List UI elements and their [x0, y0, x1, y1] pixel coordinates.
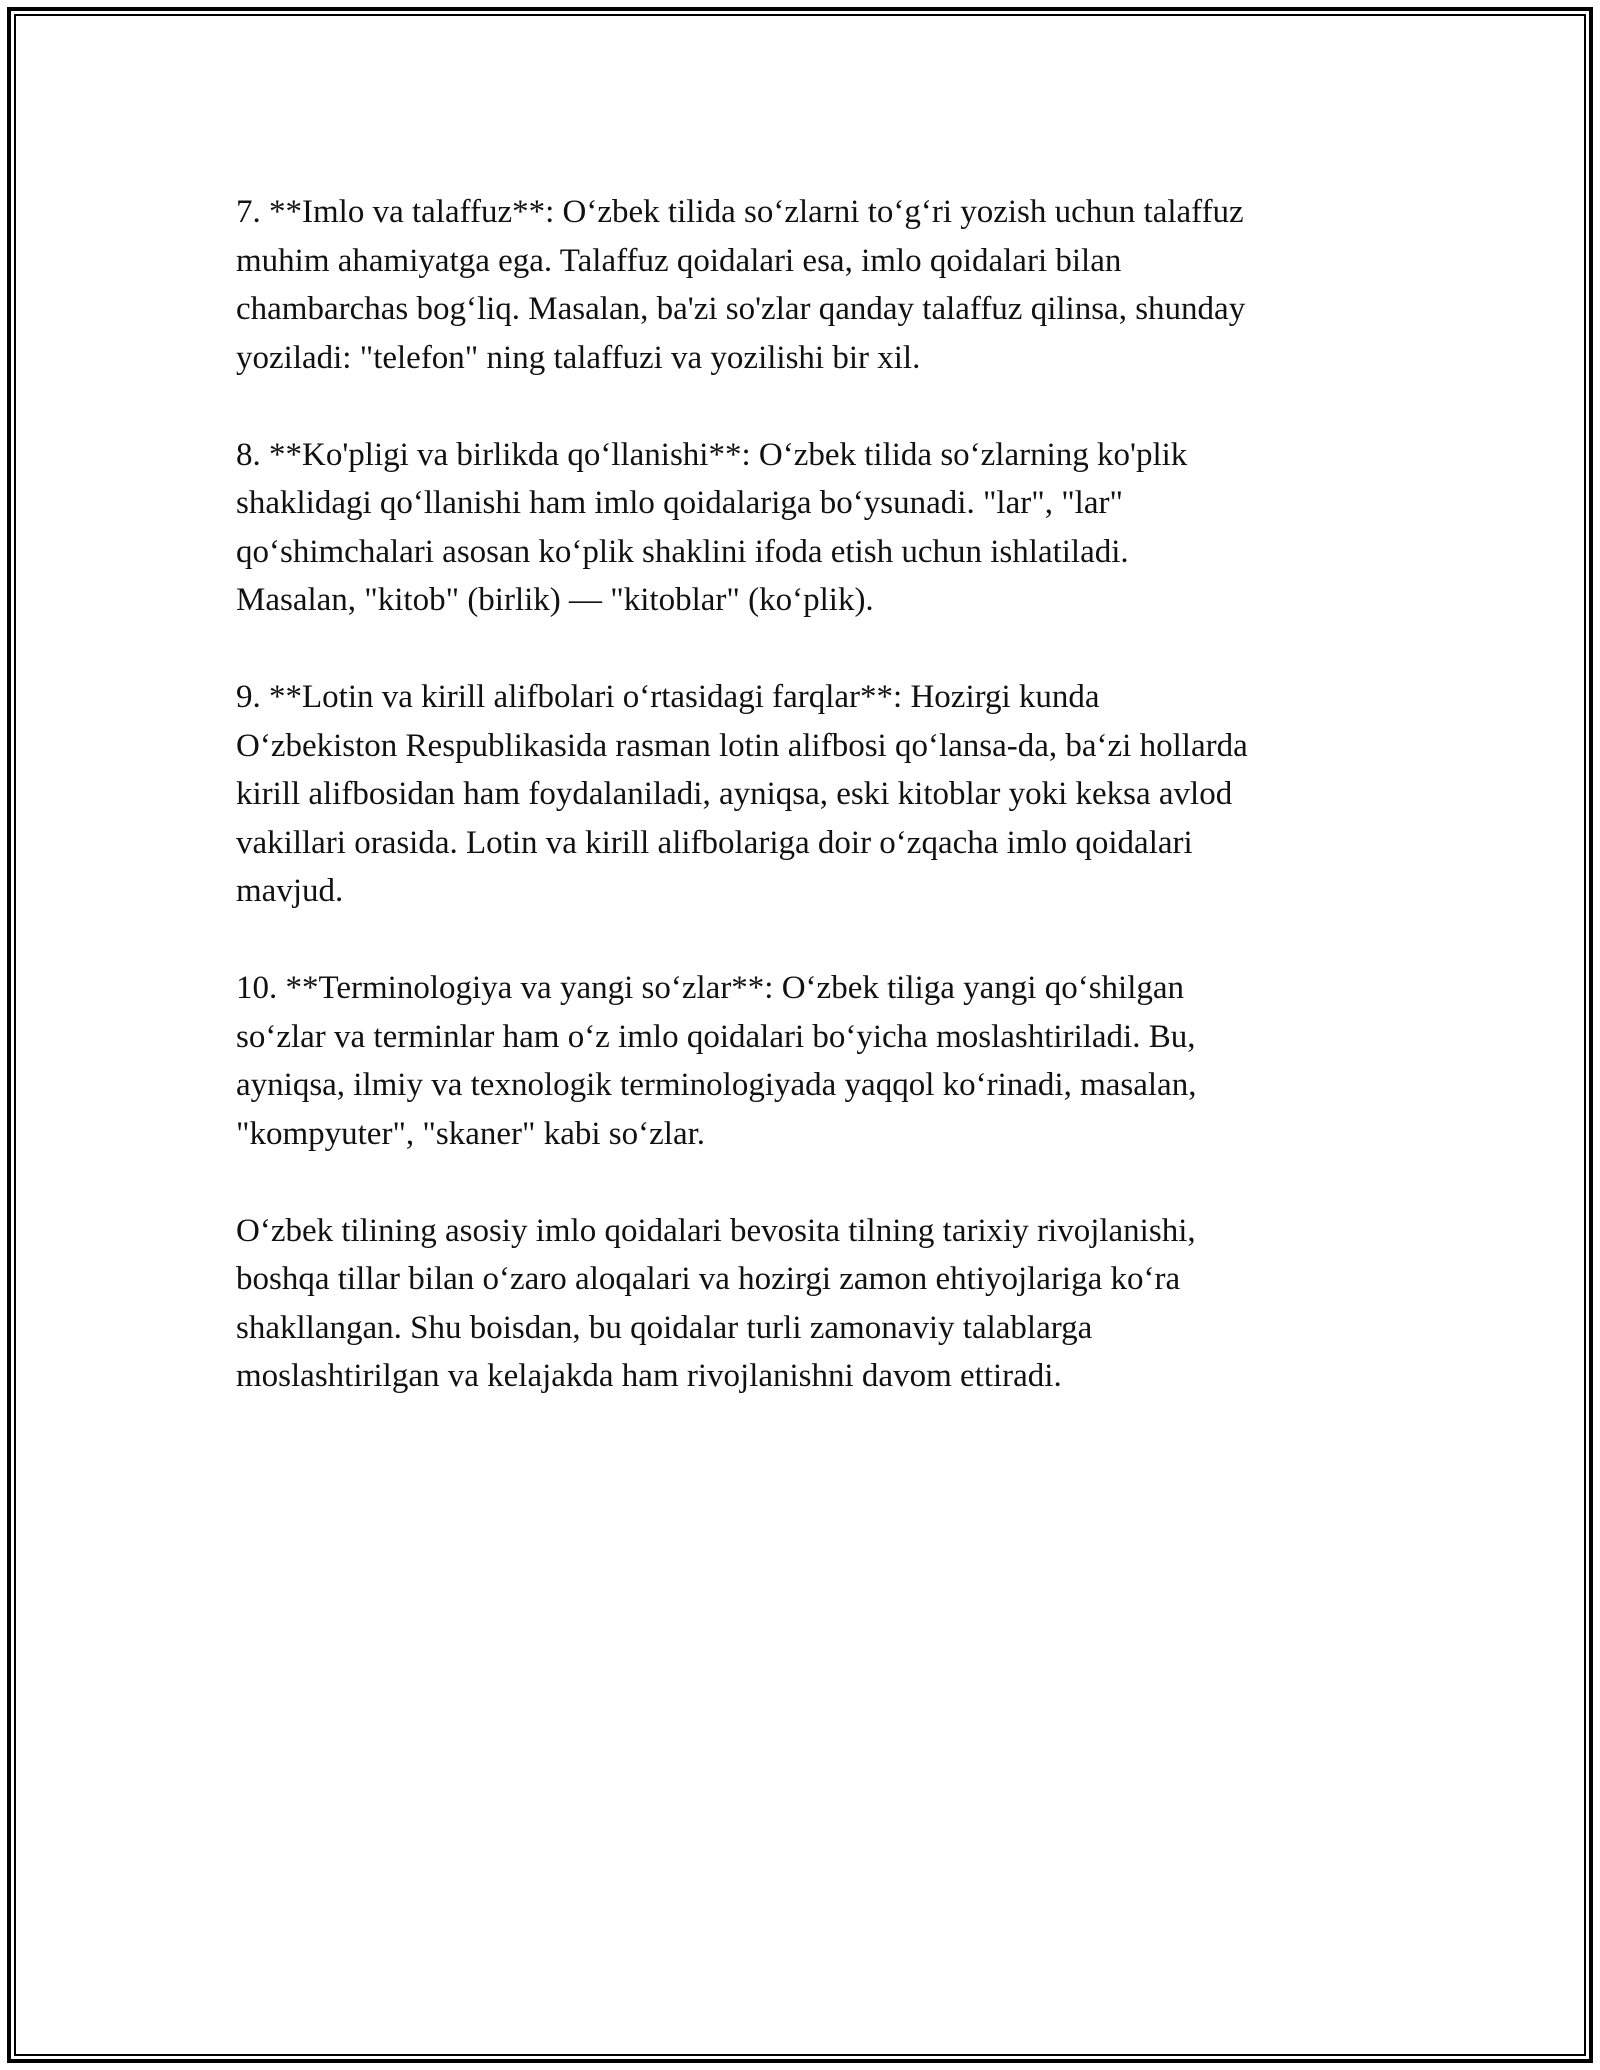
paragraph-conclusion: O‘zbek tilining asosiy imlo qoidalari bevosita tilning tarixiy rivojlanishi, boshqa tillar bilan o‘zaro aloqalari va hozirgi zamon ehtiyojlariga ko‘ra shakllangan. Shu boisdan, bu qoidalar turli zamonaviy talablarga moslashtirilgan va kelajakda ham rivojlanishni davom ettiradi. — [236, 1212, 1196, 1394]
paragraph-kopligi-va-birlikda: 8. **Ko'pligi va birlikda qo‘llanishi**: O‘zbek tilida so‘zlarning ko'plik shaklidagi qo‘llanishi ham imlo qoidalariga bo‘ysunadi. "lar", "lar" qo‘shimchalari asosan ko‘plik shaklini ifoda etish uchun ishlatiladi. Masalan, "kitob" (birlik) — "kitoblar" (ko‘plik). — [236, 436, 1188, 618]
paragraph-terminologiya: 10. **Terminologiya va yangi so‘zlar**: O‘zbek tiliga yangi qo‘shilgan so‘zlar va terminlar ham o‘z imlo qoidalari bo‘yicha moslashtiriladi. Bu, ayniqsa, ilmiy va texnologik terminologiyada yaqqol ko‘rinadi, masalan, "kompyuter", "skaner" kabi so‘zlar. — [236, 970, 1197, 1152]
paragraph-imlo-va-talaffuz: 7. **Imlo va talaffuz**: O‘zbek tilida so‘zlarni to‘g‘ri yozish uchun talaffuz muhim ahamiyatga ega. Talaffuz qoidalari esa, imlo qoidalari bilan chambarchas bog‘liq. Masalan, ba'zi so'zlar qanday talaffuz qilinsa, shunday yoziladi: "telefon" ning talaffuzi va yozilishi bir xil. — [236, 194, 1246, 376]
document-body — [236, 188, 1366, 1401]
paragraph-lotin-va-kirill: 9. **Lotin va kirill alifbolari o‘rtasidagi farqlar**: Hozirgi kunda O‘zbekiston Respublikasida rasman lotin alifbosi qo‘lansa-da, ba‘zi hollarda kirill alifbosidan ham foydalaniladi, ayniqsa, eski kitoblar yoki keksa avlod vakillari orasida. Lotin va kirill alifbolariga doir o‘zqacha imlo qoidalari mavjud. — [236, 679, 1248, 909]
